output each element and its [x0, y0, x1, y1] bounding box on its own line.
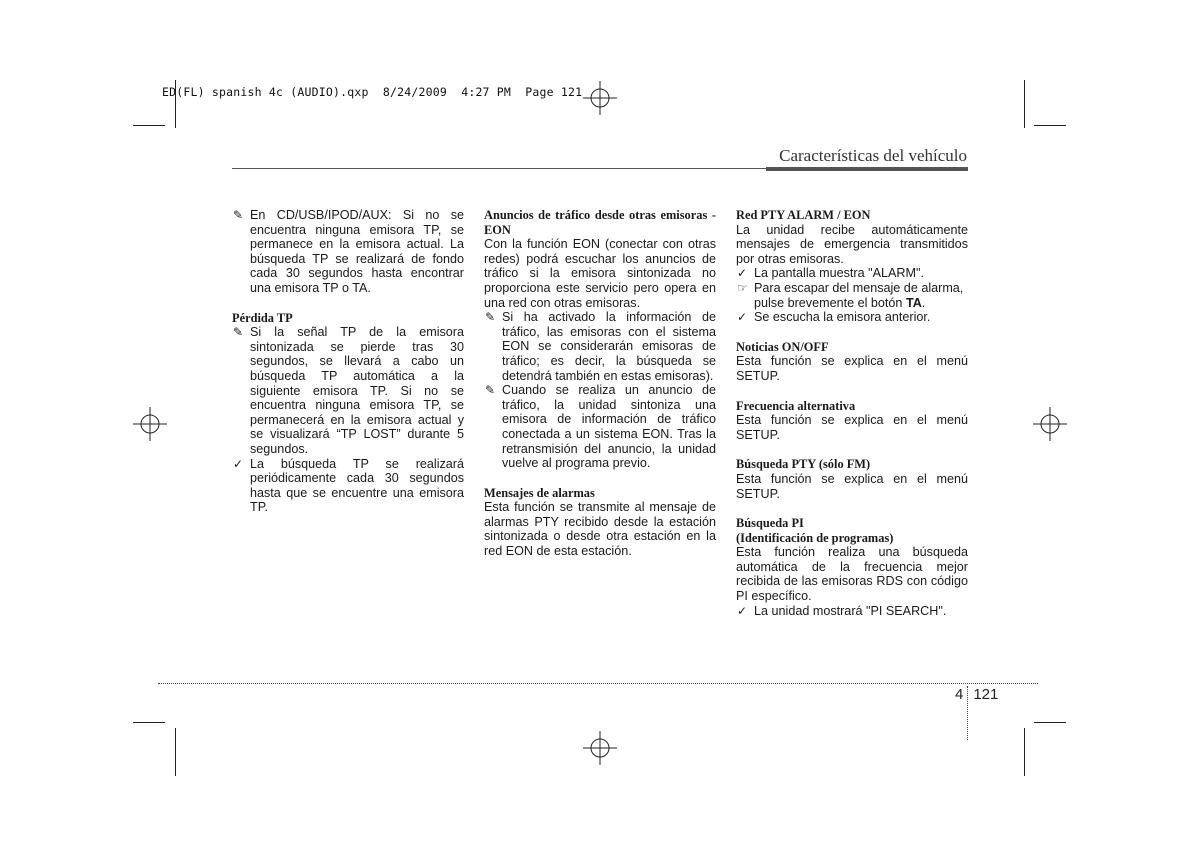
- heading-perdida-tp: Pérdida TP: [232, 310, 293, 325]
- crop-mark: [1034, 125, 1066, 126]
- check-text: La unidad mostrará "PI SEARCH".: [754, 603, 947, 618]
- crop-mark: [133, 722, 165, 723]
- checkmark-icon: ✓: [233, 456, 244, 471]
- column-2: [484, 208, 716, 559]
- check-text: La búsqueda TP se realizará periódicamente cada 30 segundos hasta que se encuentre una emisora TP.: [250, 456, 464, 515]
- registration-mark-icon: [583, 81, 617, 115]
- file-slug-line: ED(FL) spanish 4c (AUDIO).qxp 8/24/2009 4:27 PM Page 121: [162, 85, 583, 99]
- paragraph: La unidad recibe automáticamente mensajes de emergencia transmitidos por otras emisoras.: [736, 222, 968, 266]
- note-text: Si ha activado la información de tráfico, las emisoras con el sistema EON se considerarán emisoras de tráfico; es decir, la búsqueda se detendrá también en estas emisoras).: [502, 310, 716, 383]
- registration-mark-icon: [1033, 407, 1067, 441]
- check-text: La pantalla muestra "ALARM".: [754, 266, 924, 281]
- paragraph: Esta función se explica en el menú SETUP.: [736, 413, 968, 442]
- pencil-note-icon: ✎: [233, 325, 244, 340]
- check-item: [736, 266, 968, 281]
- heading-busqueda-pty: Búsqueda PTY (sólo FM): [736, 457, 871, 472]
- pencil-note-icon: ✎: [485, 310, 496, 325]
- paragraph: Esta función se transmite al mensaje de alarmas PTY recibido desde la estación sintonizada o desde otra estación en la red EON de esta estación.: [484, 500, 716, 559]
- note-text: En CD/USB/IPOD/AUX: Si no se encuentra ninguna emisora TP, se permanece en la emisora actual. La búsqueda TP se realizará de fondo cada 30 segundos hasta encontrar una emisora TP o TA.: [250, 208, 464, 295]
- note-text: Cuando se realiza un anuncio de tráfico, la unidad sintoniza una emisora de información de tráfico conectada a un sistema EON. Tras la retransmisión del anuncio, la unidad vuelve al programa previo.: [502, 383, 716, 471]
- page-number-value: 121: [973, 686, 999, 703]
- heading-identificacion: (Identificación de programas): [736, 530, 894, 545]
- chapter-number: 4: [955, 686, 964, 703]
- note-item: [484, 383, 716, 471]
- heading-noticias: Noticias ON/OFF: [736, 339, 829, 354]
- note-item: [232, 208, 464, 296]
- column-3: [736, 208, 968, 618]
- section-title: Características del vehículo: [779, 146, 967, 165]
- checkmark-icon: ✓: [737, 310, 748, 325]
- crop-mark: [175, 728, 176, 776]
- heading-anuncios-eon: Anuncios de tráfico desde otras emisoras - EON: [484, 208, 716, 237]
- pencil-note-icon: ✎: [485, 383, 496, 398]
- crop-mark: [133, 125, 165, 126]
- pointer-text: Para escapar del mensaje de alarma, pulse brevemente el botón TA.: [754, 280, 964, 310]
- heading-mensajes-alarmas: Mensajes de alarmas: [484, 485, 595, 500]
- paragraph: Esta función se explica en el menú SETUP.: [736, 354, 968, 383]
- heading-red-pty-alarm: Red PTY ALARM / EON: [736, 208, 871, 222]
- note-item: [484, 310, 716, 383]
- checkmark-icon: ✓: [737, 603, 748, 618]
- heading-busqueda-pi: Búsqueda PI: [736, 516, 804, 531]
- paragraph: Con la función EON (conectar con otras redes) podrá escuchar los anuncios de tráfico si la emisora sintonizada no proporciona este servicio pero opera en una red con otras emisoras.: [484, 237, 716, 310]
- title-bar: [766, 167, 968, 171]
- footer-rule: [158, 683, 1038, 684]
- check-item: [232, 457, 464, 515]
- note-text: Si la señal TP de la emisora sintonizada se pierde tras 30 segundos, se llevará a cabo un búsqueda TP automática a la siguiente emisora TP. Si no se encuentra ninguna emisora TP, se permanecerá en la emisora actual y se visualizará “TP LOST” durante 5 segundos.: [250, 325, 464, 456]
- crop-mark: [1024, 80, 1025, 128]
- column-1: [232, 208, 464, 515]
- ta-button-label: TA: [905, 295, 922, 310]
- heading-frecuencia: Frecuencia alternativa: [736, 398, 856, 413]
- crop-mark: [1024, 728, 1025, 776]
- page-number: [955, 686, 998, 703]
- registration-mark-icon: [583, 731, 617, 765]
- paragraph: Esta función se explica en el menú SETUP.: [736, 471, 968, 501]
- paragraph: Esta función realiza una búsqueda automática de la frecuencia mejor recibida de las emisoras RDS con código PI específico.: [736, 545, 968, 604]
- note-item: [232, 325, 464, 456]
- pointer-item: [736, 281, 968, 310]
- check-text: Se escucha la emisora anterior.: [754, 310, 931, 325]
- pencil-note-icon: ✎: [233, 208, 244, 222]
- crop-mark: [1034, 722, 1066, 723]
- check-item: [736, 604, 968, 619]
- check-item: [736, 310, 968, 325]
- registration-mark-icon: [133, 407, 167, 441]
- pointing-hand-icon: ☞: [737, 280, 748, 295]
- checkmark-icon: ✓: [737, 266, 748, 281]
